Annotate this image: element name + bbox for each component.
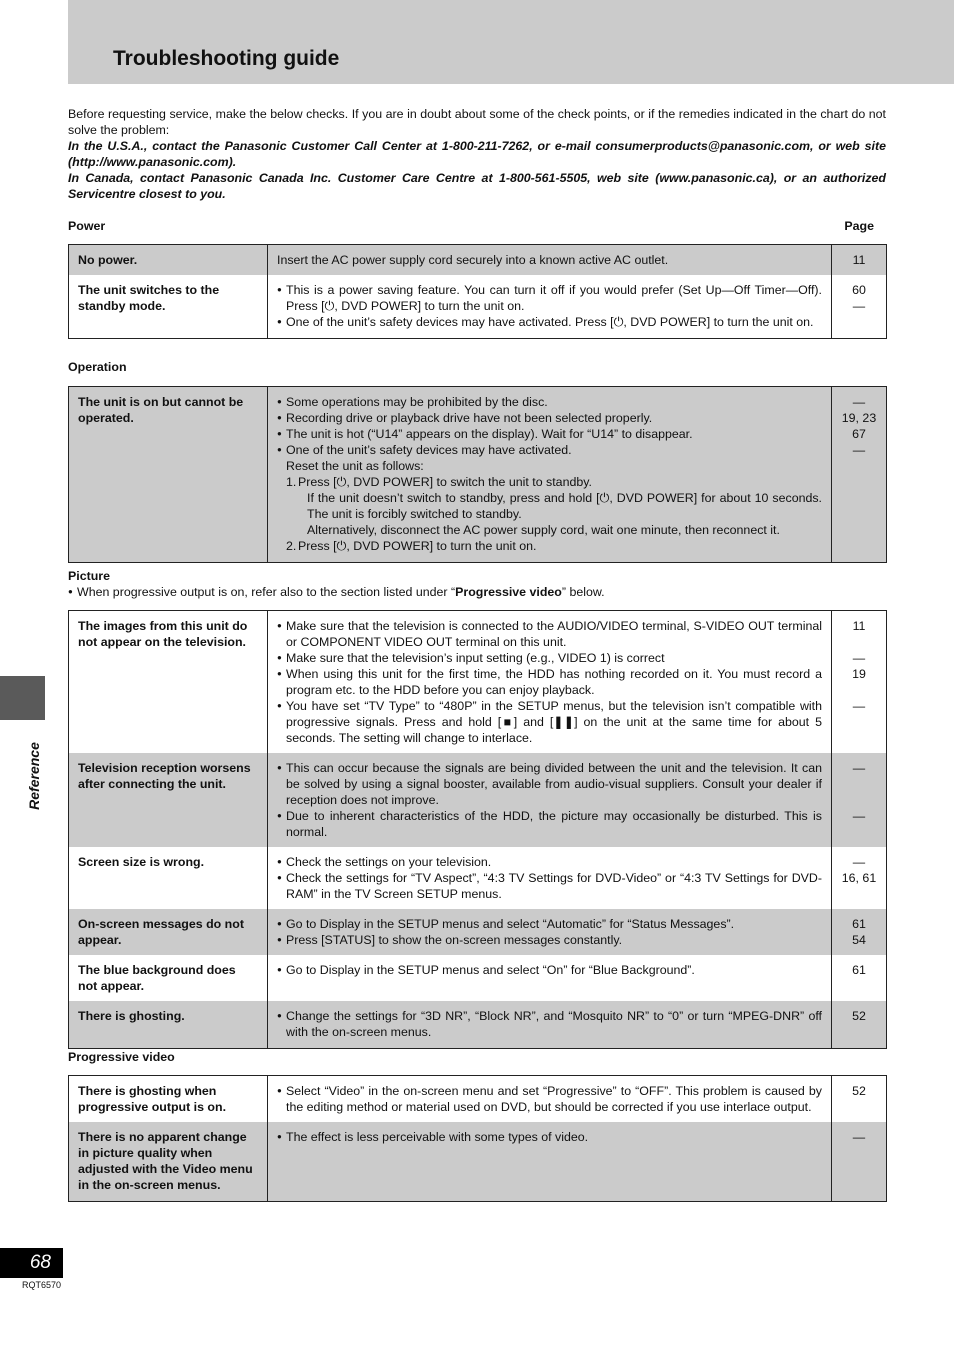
remedy-bullet: ● When using this unit for the first time, the HDD has nothing recorded on it. You must record a program etc. to the HDD before you can enjoy playback. bbox=[277, 666, 822, 698]
remedy bbox=[268, 909, 832, 955]
note-text: When progressive output is on, refer also to the section listed under “ bbox=[77, 585, 456, 599]
remedy-bullet: ● Make sure that the television is connected to the AUDIO/VIDEO terminal, S-VIDEO OUT terminal or COMPONENT VIDEO OUT terminal on this unit. bbox=[277, 618, 822, 650]
section-power: Power bbox=[68, 219, 106, 233]
power-table bbox=[68, 244, 887, 339]
remedy bbox=[268, 753, 832, 847]
remedy-bullet: ● Select “Video” in the on-screen menu and set “Progressive” to “OFF”. This problem is caused by the editing method or material used on DVD, but should be corrected if you use interlace output. bbox=[277, 1083, 822, 1115]
page-ref bbox=[832, 847, 887, 909]
symptom: The unit is on but cannot be operated. bbox=[69, 387, 268, 563]
table-row bbox=[69, 1001, 887, 1049]
page-ref-value: — bbox=[852, 761, 866, 775]
remedy-bullet: ● Recording drive or playback drive have not been selected properly. bbox=[277, 410, 822, 426]
side-tab bbox=[0, 676, 45, 720]
page-ref bbox=[832, 955, 887, 1001]
remedy bbox=[268, 245, 832, 276]
step-text: Press [⏻, DVD POWER] to turn the unit on. bbox=[298, 539, 537, 553]
section-operation: Operation bbox=[68, 360, 127, 374]
page-ref bbox=[832, 275, 887, 339]
note-text: ” below. bbox=[561, 585, 605, 599]
page-column-label: Page bbox=[844, 219, 874, 233]
remedy bbox=[268, 611, 832, 754]
page-ref-value: 11 bbox=[852, 253, 866, 267]
page-ref-value: — bbox=[852, 699, 866, 713]
symptom: The images from this unit do not appear on the television. bbox=[69, 611, 268, 754]
step-text: Press [⏻, DVD POWER] to switch the unit to standby. bbox=[298, 475, 592, 489]
page-ref-value: 67 bbox=[852, 427, 866, 441]
remedy bbox=[268, 275, 832, 339]
table-row bbox=[69, 1122, 887, 1202]
remedy-bullet: ● This can occur because the signals are being divided between the unit and the television. It can be solved by using a signal booster, available from audio-visual suppliers. Consult your dealer if reception does not improve. bbox=[277, 760, 822, 808]
page-ref bbox=[832, 909, 887, 955]
page-ref bbox=[832, 387, 887, 563]
symptom: The unit switches to the standby mode. bbox=[69, 275, 268, 339]
symptom: There is no apparent change in picture quality when adjusted with the Video menu in the on-screen menus. bbox=[69, 1122, 268, 1202]
table-row bbox=[69, 753, 887, 847]
remedy bbox=[268, 847, 832, 909]
remedy-bullet: ● The unit is hot (“U14” appears on the display). Wait for “U14” to disappear. bbox=[277, 426, 822, 442]
remedy-bullet: ● You have set “TV Type” to “480P” in the SETUP menus, but the television isn’t compatible with progressive signals. Press and hold [■] and [❚❚] on the unit at the same time for about 5 seconds. The setting will change to interlace. bbox=[277, 698, 822, 746]
table-row bbox=[69, 245, 887, 276]
page-ref bbox=[832, 1122, 887, 1202]
page-ref-value: 19 bbox=[852, 667, 866, 681]
intro-canada-contact: In Canada, contact Panasonic Canada Inc. Customer Care Centre at 1-800-561-5505, web site (www.panasonic.ca), or an authorized Servicentre closest to you. bbox=[68, 171, 886, 201]
page-ref bbox=[832, 245, 887, 276]
page-ref-value: — bbox=[852, 299, 866, 313]
reset-step-1 bbox=[277, 474, 822, 490]
page-ref-value: 19, 23 bbox=[841, 411, 877, 425]
table-row bbox=[69, 611, 887, 754]
reset-step-1-detail: If the unit doesn’t switch to standby, press and hold [⏻, DVD POWER] for about 10 seconds. The unit is forcibly switched to standby. bbox=[307, 491, 822, 521]
page-ref-value: 16, 61 bbox=[841, 871, 877, 885]
table-row bbox=[69, 955, 887, 1001]
remedy-bullet: ● This is a power saving feature. You can turn it off if you would prefer (Set Up—Off Timer—Off). Press [⏻, DVD POWER] to turn the unit on. bbox=[277, 282, 822, 314]
remedy-bullet: ● Press [STATUS] to show the on-screen messages constantly. bbox=[277, 932, 822, 948]
page-ref-value: — bbox=[852, 395, 866, 409]
symptom: Television reception worsens after connecting the unit. bbox=[69, 753, 268, 847]
symptom: No power. bbox=[69, 245, 268, 276]
page-ref-value: 52 bbox=[852, 1009, 866, 1023]
remedy-text: Insert the AC power supply cord securely into a known active AC outlet. bbox=[277, 253, 669, 267]
page-ref-value: 61 bbox=[852, 963, 866, 977]
page-ref-value: 60 bbox=[852, 283, 866, 297]
remedy-bullet: ● One of the unit’s safety devices may have activated. bbox=[277, 442, 822, 458]
reset-intro: Reset the unit as follows: bbox=[286, 459, 424, 473]
picture-note bbox=[68, 584, 954, 600]
remedy-bullet: ● Make sure that the television’s input setting (e.g., VIDEO 1) is correct bbox=[277, 650, 822, 666]
table-row bbox=[69, 275, 887, 339]
note-emphasis: Progressive video bbox=[455, 585, 562, 599]
symptom: Screen size is wrong. bbox=[69, 847, 268, 909]
intro-usa-contact: In the U.S.A., contact the Panasonic Customer Call Center at 1-800-211-7262, or e-mail consumerproducts@panasonic.com, or web site (http://www.panasonic.com). bbox=[68, 139, 886, 169]
page-ref bbox=[832, 1001, 887, 1049]
page-ref-value: 11 bbox=[852, 619, 866, 633]
page-ref-value: — bbox=[852, 1130, 866, 1144]
page-title: Troubleshooting guide bbox=[113, 47, 340, 70]
remedy-bullet: ● Some operations may be prohibited by the disc. bbox=[277, 394, 822, 410]
page-number: 68 bbox=[0, 1248, 63, 1278]
remedy-bullet: ● Check the settings for “TV Aspect”, “4:3 TV Settings for DVD-Video” or “4:3 TV Settings for DVD-RAM” in the TV Screen SETUP menus. bbox=[277, 870, 822, 902]
side-label-reference: Reference bbox=[26, 742, 42, 810]
symptom: There is ghosting. bbox=[69, 1001, 268, 1049]
remedy-bullet: ● Due to inherent characteristics of the HDD, the picture may occasionally be disturbed. This is normal. bbox=[277, 808, 822, 840]
step-number: 2. bbox=[286, 539, 297, 553]
remedy-bullet: ● Check the settings on your television. bbox=[277, 854, 822, 870]
document-code: RQT6570 bbox=[22, 1280, 62, 1290]
reset-step-2 bbox=[277, 538, 822, 554]
remedy-bullet: ● Change the settings for “3D NR”, “Block NR”, and “Mosquito NR” to “0” or turn “MPEG-DNR” off with the on-screen menus. bbox=[277, 1008, 822, 1040]
remedy bbox=[268, 1076, 832, 1123]
remedy bbox=[268, 387, 832, 563]
reset-step-1-alternative: Alternatively, disconnect the AC power supply cord, wait one minute, then reconnect it. bbox=[307, 523, 780, 537]
symptom: The blue background does not appear. bbox=[69, 955, 268, 1001]
step-number: 1. bbox=[286, 475, 297, 489]
remedy-bullet: ● Go to Display in the SETUP menus and select “Automatic” for “Status Messages”. bbox=[277, 916, 822, 932]
table-row bbox=[69, 1076, 887, 1123]
operation-table bbox=[68, 386, 887, 563]
progressive-table bbox=[68, 1075, 887, 1202]
table-row bbox=[69, 909, 887, 955]
page-ref-value: 54 bbox=[852, 933, 866, 947]
intro-text: Before requesting service, make the below checks. If you are in doubt about some of the check points, or if the remedies indicated in the chart do not solve the problem: bbox=[68, 107, 886, 137]
remedy bbox=[268, 955, 832, 1001]
section-progressive-video: Progressive video bbox=[68, 1050, 175, 1064]
remedy-bullet: ● One of the unit’s safety devices may have activated. Press [⏻, DVD POWER] to turn the unit on. bbox=[277, 314, 822, 330]
remedy bbox=[268, 1122, 832, 1202]
symptom: On-screen messages do not appear. bbox=[69, 909, 268, 955]
page-ref-value: — bbox=[852, 651, 866, 665]
page-ref-value: — bbox=[852, 855, 866, 869]
page-ref-value: — bbox=[852, 809, 866, 823]
table-row bbox=[69, 847, 887, 909]
table-row bbox=[69, 387, 887, 563]
picture-table bbox=[68, 610, 887, 1049]
symptom: There is ghosting when progressive output is on. bbox=[69, 1076, 268, 1123]
remedy bbox=[268, 1001, 832, 1049]
page-ref bbox=[832, 1076, 887, 1123]
page-ref-value: 61 bbox=[852, 917, 866, 931]
page-ref-value: 52 bbox=[852, 1084, 866, 1098]
remedy-bullet: ● Go to Display in the SETUP menus and select “On” for “Blue Background”. bbox=[277, 962, 822, 978]
remedy-bullet: ● The effect is less perceivable with some types of video. bbox=[277, 1129, 822, 1145]
intro bbox=[68, 106, 886, 202]
page-ref bbox=[832, 611, 887, 754]
page-ref bbox=[832, 753, 887, 847]
section-picture: Picture bbox=[68, 569, 111, 583]
page-ref-value: — bbox=[852, 443, 866, 457]
